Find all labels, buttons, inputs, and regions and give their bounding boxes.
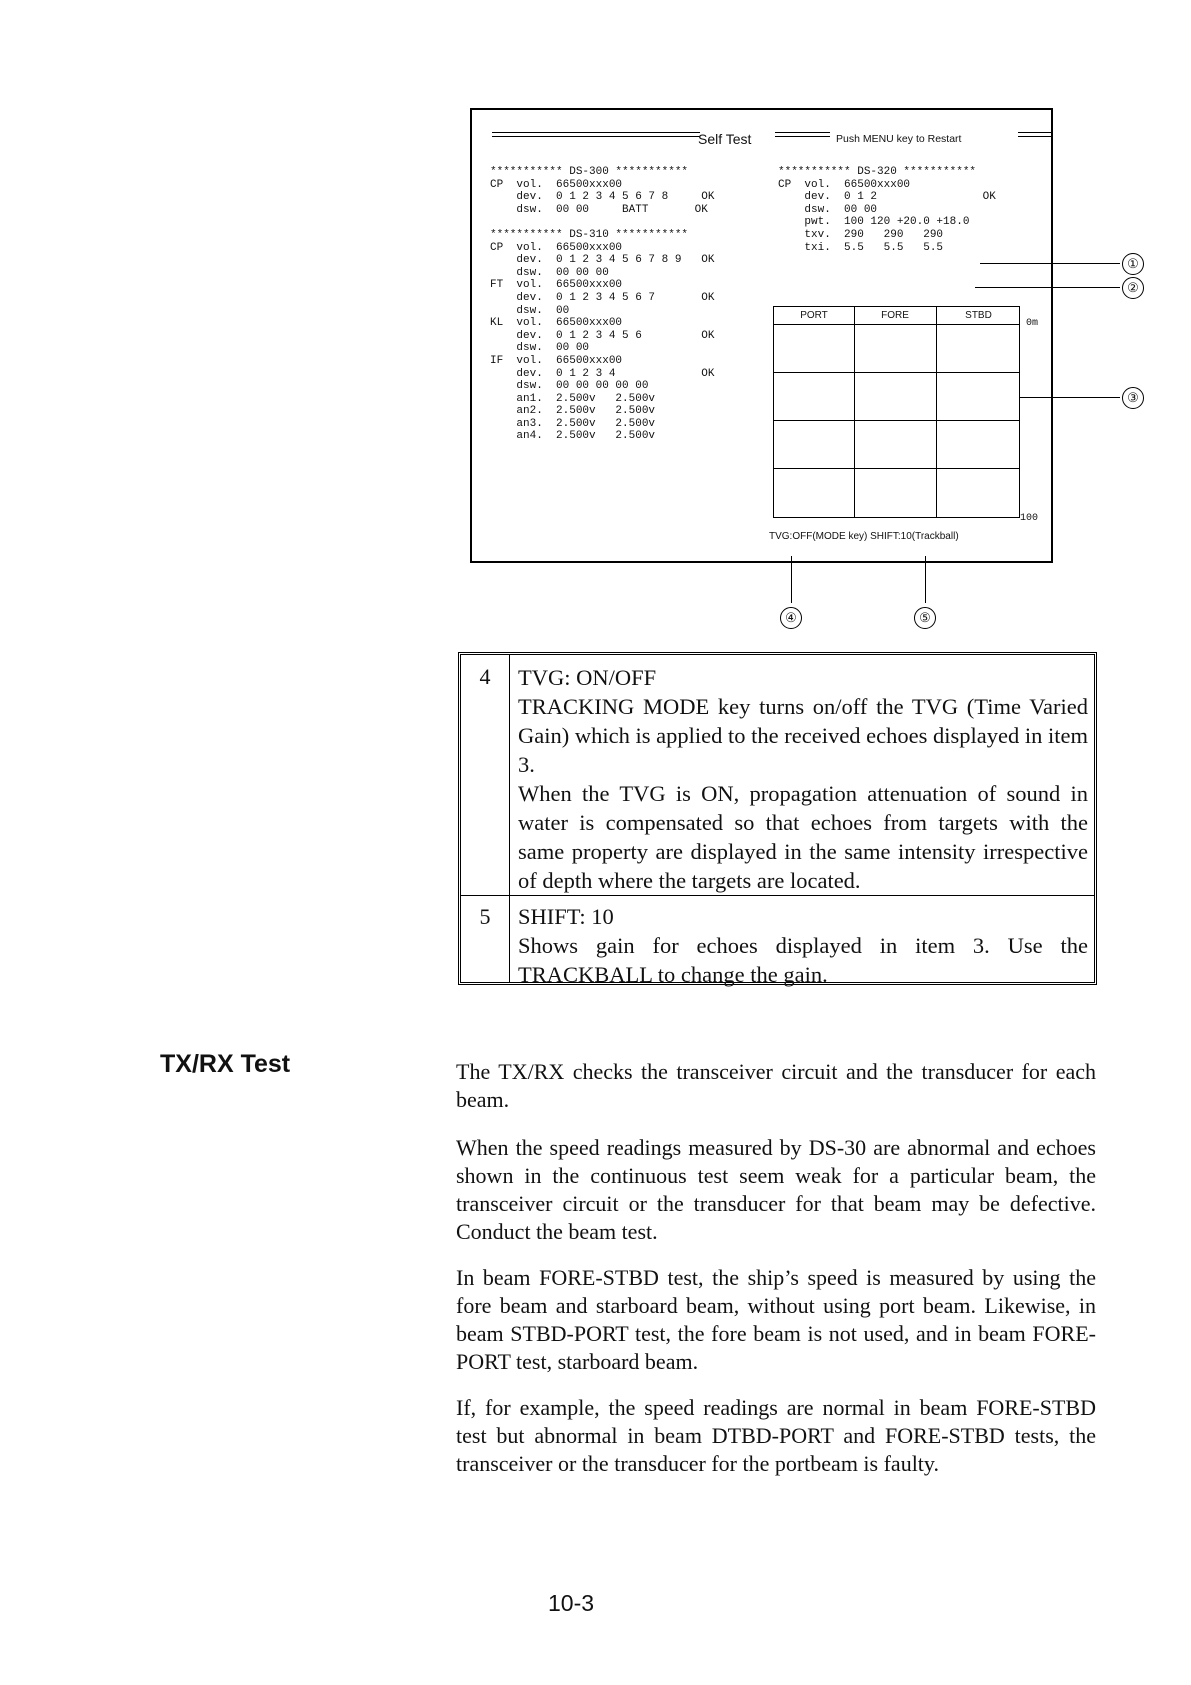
- row-number-5: 5: [479, 904, 491, 929]
- callout-line-3: [1020, 397, 1120, 398]
- ds300-ds310-block: *********** DS-300 *********** CP vol. 66500xxx00 dev. 0 1 2 3 4 5 6 7 8 OK dsw. 00 00 BATT OK *********** DS-310 *********** CP vol. 66500xxx00 dev. 0 1 2 3 4 5 6 7 8 9 OK dsw. 00 00 00 FT vol. 66500xxx00 dev. 0 1 2 3 4 5 6 7 OK dsw. 00 KL vol. 66500xxx00 dev. 0 1 2 3 4 5 6 OK dsw. 00 00 IF vol. 66500xxx00 dev. 0 1 2 3 4 OK dsw. 00 00 00 00 00 an1. 2.500v 2.500v an2. 2.500v 2.500v an3. 2.500v 2.500v an4. 2.500v 2.500v: [490, 166, 715, 443]
- screen-title: Self Test: [698, 131, 752, 147]
- grid-header-fore: FORE: [881, 310, 909, 321]
- ds320-block: *********** DS-320 *********** CP vol. 66500xxx00 dev. 0 1 2 OK dsw. 00 00 pwt. 100 120 +20.0 +18.0 txv. 290 290 290 txi. 5.5 5.5 5.5: [778, 166, 996, 254]
- paragraph-4: If, for example, the speed readings are normal in beam FORE-STBD test but abnormal in beam DTBD-PORT and FORE-STBD tests, the transceiver or the transducer for the portbeam is faulty.: [456, 1395, 1096, 1476]
- paragraph-2: When the speed readings measured by DS-30 are abnormal and echoes shown in the continuous test seem weak for a particular beam, the transceiver circuit or the transducer for that beam may be defective. Conduct the beam test.: [456, 1135, 1096, 1244]
- callout-line-4: [791, 556, 792, 603]
- restart-hint: Push MENU key to Restart: [836, 133, 962, 145]
- self-test-screen: [470, 108, 1053, 563]
- header-rule-right: [1018, 132, 1051, 137]
- section-title: TX/RX Test: [160, 1050, 291, 1078]
- depth-bottom-label: 100: [1020, 513, 1039, 524]
- row-number-4: 4: [479, 664, 491, 689]
- callout-1: ①: [1122, 253, 1144, 275]
- row-4-line-2: When the TVG is ON, propagation attenuation of sound in water is compensated so that echoes from targets with the same property are displayed in the same intensity irrespective of depth where the targets are located.: [518, 781, 1088, 893]
- callout-line-2: [975, 287, 1120, 288]
- page-number: 10-3: [548, 1590, 595, 1616]
- header-rule-middle: [775, 132, 830, 137]
- callout-line-1: [980, 263, 1120, 264]
- grid-header-stbd: STBD: [965, 310, 992, 321]
- paragraph-3: In beam FORE-STBD test, the ship’s speed is measured by using the fore beam and starboard beam, without using port beam. Likewise, in beam STBD-PORT test, the fore beam is not used, and in beam FORE-PORT test, starboard beam.: [456, 1265, 1096, 1374]
- depth-top-label: 0m: [1026, 318, 1039, 329]
- callout-line-5: [925, 556, 926, 603]
- row-4-text: [518, 663, 1088, 895]
- row-4-heading: TVG: ON/OFF: [518, 665, 657, 690]
- grid-header-port: PORT: [800, 310, 828, 321]
- row-5-text: [518, 902, 1088, 989]
- callout-5: ⑤: [914, 607, 936, 629]
- callout-4: ④: [780, 607, 802, 629]
- echo-display-grid: [773, 306, 1020, 518]
- callout-2: ②: [1122, 277, 1144, 299]
- screen-footer: TVG:OFF(MODE key) SHIFT:10(Trackball): [769, 531, 959, 542]
- paragraph-1: The TX/RX checks the transceiver circuit and the transducer for each beam.: [456, 1059, 1096, 1112]
- header-rule-left: [492, 132, 700, 137]
- callout-3: ③: [1122, 387, 1144, 409]
- row-5-heading: SHIFT: 10: [518, 904, 614, 929]
- row-4-line-1: TRACKING MODE key turns on/off the TVG (Time Varied Gain) which is applied to the received echoes displayed in item 3.: [518, 694, 1088, 777]
- description-table: [458, 652, 1097, 985]
- row-5-line-1: Shows gain for echoes displayed in item 3. Use the TRACKBALL to change the gain.: [518, 933, 1088, 987]
